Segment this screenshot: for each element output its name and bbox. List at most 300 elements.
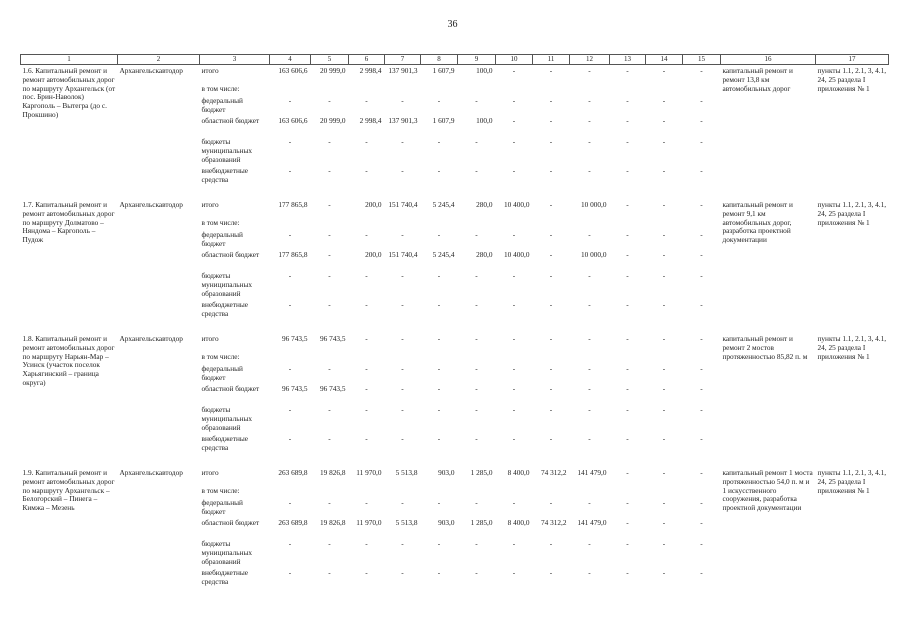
funding-value: -: [512, 66, 516, 75]
funding-value: -: [626, 334, 629, 343]
funding-value: [311, 215, 349, 231]
funding-value: 200,0: [365, 251, 382, 259]
funding-value: 137 901,3: [388, 66, 418, 75]
funding-value: -: [700, 365, 703, 373]
funding-value: -: [401, 365, 404, 373]
funding-value: -: [475, 138, 478, 146]
column-number-10: 10: [496, 55, 533, 65]
funding-value: -: [401, 540, 404, 548]
funding-value: 5 513,8: [395, 468, 418, 477]
funding-value: [349, 349, 385, 365]
funding-value: -: [288, 569, 292, 577]
funding-value: -: [626, 138, 629, 146]
column-number-15: 15: [683, 55, 721, 65]
funding-value: -: [328, 231, 331, 239]
funding-value: -: [626, 200, 629, 209]
funding-value: -: [401, 334, 404, 343]
column-number-5: 5: [311, 55, 349, 65]
funding-value: -: [328, 569, 331, 577]
funding-value: 11 970,0: [356, 468, 382, 477]
funding-value: [385, 483, 421, 499]
funding-value: [646, 215, 683, 231]
funding-value: -: [328, 97, 331, 105]
funding-value: [496, 483, 533, 499]
funding-value: [349, 215, 385, 231]
column-number-8: 8: [421, 55, 458, 65]
funding-value: -: [365, 272, 368, 280]
program-table: [20, 54, 889, 601]
funding-value: -: [365, 167, 368, 175]
funding-value: -: [288, 365, 292, 373]
funding-value: -: [700, 251, 703, 259]
funding-value: -: [588, 406, 591, 414]
funding-value: -: [588, 66, 591, 75]
funding-value: [610, 81, 646, 97]
funding-value: -: [401, 167, 404, 175]
funding-value: -: [288, 499, 292, 507]
funding-value: -: [475, 365, 478, 373]
funding-value: -: [549, 231, 553, 239]
funding-value: -: [365, 435, 368, 443]
funding-value: 1 285,0: [470, 519, 493, 527]
funding-value: -: [401, 499, 404, 507]
funding-value: -: [512, 435, 516, 443]
funding-value: -: [475, 97, 478, 105]
funding-value: -: [626, 231, 629, 239]
funding-value: [270, 483, 311, 499]
funding-value: -: [700, 301, 703, 309]
funding-value: -: [700, 272, 703, 280]
funding-value: -: [328, 406, 331, 414]
funding-source-label: областной бюджет: [201, 385, 260, 393]
funding-source-label: областной бюджет: [201, 117, 260, 125]
funding-value: -: [365, 97, 368, 105]
funding-value: 903,0: [438, 468, 455, 477]
funding-value: [421, 215, 458, 231]
funding-value: -: [328, 272, 331, 280]
funding-value: -: [512, 97, 516, 105]
table-row: [21, 467, 889, 483]
funding-value: -: [700, 138, 703, 146]
funding-value: -: [662, 385, 666, 393]
funding-value: 100,0: [476, 117, 493, 125]
funding-value: -: [549, 540, 553, 548]
funding-value: 100,0: [476, 66, 493, 75]
funding-value: -: [288, 231, 292, 239]
funding-value: -: [475, 385, 478, 393]
funding-value: -: [700, 231, 703, 239]
funding-value: [646, 483, 683, 499]
funding-value: -: [626, 251, 629, 259]
funding-value: [385, 349, 421, 365]
funding-value: -: [549, 200, 553, 209]
funding-value: -: [365, 406, 368, 414]
funding-value: -: [328, 167, 331, 175]
funding-value: 19 826,8: [319, 519, 346, 527]
funding-source-label: федеральный бюджет: [201, 499, 243, 516]
funding-value: [533, 349, 570, 365]
funding-value: -: [512, 231, 516, 239]
funding-value: -: [512, 167, 516, 175]
funding-value: 177 865,8: [278, 251, 308, 259]
funding-value: [533, 215, 570, 231]
funding-value: 177 865,8: [278, 200, 308, 209]
funding-value: -: [700, 66, 703, 75]
funding-value: -: [662, 406, 666, 414]
funding-value: -: [662, 97, 666, 105]
funding-value: -: [512, 365, 516, 373]
funding-value: -: [662, 272, 666, 280]
column-number-header: [21, 55, 889, 65]
funding-value: [683, 483, 721, 499]
measure-description: 1.7. Капитальный ремонт и ремонт автомобильных дорог по маршруту Долматово – Няндома – Каргополь – Пудож: [22, 200, 115, 244]
funding-value: [349, 81, 385, 97]
funding-value: -: [588, 499, 591, 507]
funding-value: -: [588, 272, 591, 280]
funding-value: -: [662, 251, 666, 259]
funding-value: -: [662, 569, 666, 577]
measure-description: 1.8. Капитальный ремонт и ремонт автомобильных дорог по маршруту Нарьян-Мар – Усинск (участок поселок Харьягинский – граница округа): [22, 334, 115, 387]
funding-value: -: [512, 385, 516, 393]
funding-value: -: [588, 97, 591, 105]
funding-value: -: [588, 540, 591, 548]
measure-description: 1.6. Капитальный ремонт и ремонт автомобильных дорог по маршруту Архангельск (от пос. Брин-Наволок) Каргополь – Вытегра (до с. Прокшино): [22, 66, 116, 119]
funding-value: [683, 349, 721, 365]
funding-value: [311, 349, 349, 365]
funding-value: [421, 349, 458, 365]
funding-value: 5 513,8: [395, 519, 418, 527]
funding-value: 10 400,0: [503, 200, 530, 209]
funding-value: -: [588, 138, 591, 146]
funding-value: -: [512, 334, 516, 343]
funding-value: [570, 349, 610, 365]
column-number-17: 17: [816, 55, 889, 65]
funding-value: -: [401, 138, 404, 146]
funding-source-label: внебюджетные средства: [201, 569, 249, 586]
funding-value: -: [549, 499, 553, 507]
funding-value: -: [512, 301, 516, 309]
table-row: [21, 65, 889, 82]
funding-value: -: [475, 167, 478, 175]
funding-value: -: [549, 435, 553, 443]
funding-value: -: [700, 569, 703, 577]
funding-value: -: [512, 540, 516, 548]
funding-value: -: [328, 435, 331, 443]
funding-value: 96 743,5: [281, 385, 308, 393]
funding-value: -: [626, 540, 629, 548]
funding-value: 903,0: [438, 519, 455, 527]
funding-value: 1 607,9: [432, 66, 455, 75]
funding-value: -: [401, 272, 404, 280]
funding-source-label: областной бюджет: [201, 519, 260, 527]
funding-value: -: [437, 167, 441, 175]
funding-value: -: [328, 499, 331, 507]
expected-result: капитальный ремонт и ремонт 9,1 км автомобильных дорог, разработка проектной документации: [722, 200, 793, 244]
funding-value: 96 743,5: [281, 334, 308, 343]
funding-value: 263 689,8: [278, 519, 308, 527]
funding-value: -: [365, 334, 368, 343]
funding-source-label: в том числе:: [201, 83, 240, 93]
funding-value: -: [700, 385, 703, 393]
funding-source-label: внебюджетные средства: [201, 301, 249, 318]
funding-source-label: бюджеты муниципальных образований: [201, 138, 253, 164]
funding-value: -: [437, 138, 441, 146]
funding-value: 20 999,0: [319, 117, 346, 125]
funding-value: 2 998,4: [359, 117, 382, 125]
funding-value: 137 901,3: [388, 117, 418, 125]
funding-value: -: [437, 540, 441, 548]
funding-value: -: [328, 251, 331, 259]
page-number: 36: [447, 19, 458, 30]
table-row: [21, 199, 889, 215]
funding-value: 10 000,0: [580, 251, 607, 259]
funding-value: -: [437, 569, 441, 577]
funding-source-label: в том числе:: [201, 485, 240, 495]
funding-value: -: [365, 138, 368, 146]
funding-source-label: внебюджетные средства: [201, 167, 249, 184]
funding-value: -: [626, 272, 629, 280]
funding-value: -: [288, 272, 292, 280]
funding-value: -: [437, 365, 441, 373]
funding-value: 141 479,0: [577, 519, 607, 527]
funding-value: -: [662, 435, 666, 443]
funding-value: -: [588, 435, 591, 443]
funding-value: 96 743,5: [319, 385, 346, 393]
funding-value: -: [626, 117, 629, 125]
funding-source-label: итого: [201, 66, 219, 75]
funding-source-label: итого: [201, 334, 219, 343]
funding-value: [311, 81, 349, 97]
funding-value: -: [401, 406, 404, 414]
funding-value: [610, 483, 646, 499]
funding-value: [458, 215, 496, 231]
executor: Архангельскавтодор: [119, 334, 183, 343]
funding-value: [385, 81, 421, 97]
expected-result: капитальный ремонт и ремонт 2 мостов протяженностью 85,82 п. м: [722, 334, 808, 361]
funding-value: -: [475, 334, 478, 343]
funding-value: -: [401, 385, 404, 393]
funding-value: -: [588, 385, 591, 393]
funding-value: [496, 81, 533, 97]
executor: Архангельскавтодор: [119, 200, 183, 209]
funding-value: -: [365, 385, 368, 393]
funding-value: [610, 349, 646, 365]
indicator-reference: пункты 1.1, 2.1, 3, 4.1, 24, 25 раздела I приложения № 1: [817, 66, 887, 93]
funding-value: -: [588, 231, 591, 239]
funding-value: 200,0: [365, 200, 382, 209]
funding-value: -: [288, 167, 292, 175]
expected-result: капитальный ремонт 1 моста протяженностью 54,0 п. м и 1 искусственного сооружения, разработка проектной документации: [722, 468, 813, 512]
funding-value: -: [549, 97, 553, 105]
funding-value: -: [475, 499, 478, 507]
funding-value: [570, 215, 610, 231]
funding-source-label: в том числе:: [201, 351, 240, 361]
funding-value: -: [401, 97, 404, 105]
funding-value: 280,0: [476, 251, 493, 259]
funding-value: -: [549, 301, 553, 309]
funding-value: 8 400,0: [507, 468, 530, 477]
funding-value: -: [588, 117, 591, 125]
funding-value: -: [700, 519, 703, 527]
funding-value: [270, 215, 311, 231]
funding-value: -: [475, 435, 478, 443]
funding-source-label: внебюджетные средства: [201, 435, 249, 452]
funding-value: [458, 81, 496, 97]
expected-result: капитальный ремонт и ремонт 13,8 км автомобильных дорог: [722, 66, 793, 93]
funding-value: -: [588, 334, 591, 343]
funding-value: -: [700, 200, 703, 209]
funding-value: 2 998,4: [359, 66, 382, 75]
funding-value: -: [288, 540, 292, 548]
funding-value: -: [626, 97, 629, 105]
funding-value: -: [437, 385, 441, 393]
funding-value: 263 689,8: [278, 468, 308, 477]
funding-value: [421, 81, 458, 97]
funding-value: -: [288, 301, 292, 309]
funding-value: -: [700, 540, 703, 548]
funding-value: [458, 349, 496, 365]
funding-value: -: [662, 231, 666, 239]
funding-value: -: [437, 272, 441, 280]
funding-value: -: [626, 301, 629, 309]
funding-value: 163 606,6: [278, 66, 308, 75]
funding-source-label: федеральный бюджет: [201, 231, 243, 248]
funding-value: -: [401, 301, 404, 309]
funding-value: -: [328, 365, 331, 373]
funding-value: [683, 81, 721, 97]
funding-source-label: бюджеты муниципальных образований: [201, 540, 253, 566]
column-number-14: 14: [646, 55, 683, 65]
funding-value: -: [662, 499, 666, 507]
funding-value: -: [512, 272, 516, 280]
funding-value: -: [700, 435, 703, 443]
funding-value: [533, 483, 570, 499]
funding-value: -: [549, 365, 553, 373]
funding-value: -: [549, 272, 553, 280]
funding-value: -: [475, 406, 478, 414]
funding-source-label: бюджеты муниципальных образований: [201, 272, 253, 298]
funding-value: -: [549, 117, 553, 125]
funding-value: -: [662, 468, 666, 477]
column-number-4: 4: [270, 55, 311, 65]
funding-value: -: [437, 334, 441, 343]
funding-value: -: [626, 167, 629, 175]
funding-value: -: [549, 167, 553, 175]
column-number-9: 9: [458, 55, 496, 65]
funding-value: -: [288, 406, 292, 414]
funding-value: -: [626, 468, 629, 477]
funding-value: -: [288, 435, 292, 443]
column-number-2: 2: [118, 55, 200, 65]
funding-value: -: [328, 200, 331, 209]
funding-value: -: [700, 334, 703, 343]
funding-value: -: [365, 231, 368, 239]
funding-value: -: [328, 301, 331, 309]
funding-value: -: [626, 66, 629, 75]
indicator-reference: пункты 1.1, 2.1, 3, 4.1, 24, 25 раздела I приложения № 1: [817, 200, 887, 227]
funding-value: -: [475, 231, 478, 239]
funding-value: [385, 215, 421, 231]
funding-value: -: [401, 569, 404, 577]
funding-value: [646, 349, 683, 365]
funding-value: -: [662, 200, 666, 209]
executor: Архангельскавтодор: [119, 66, 183, 75]
funding-value: 1 285,0: [470, 468, 493, 477]
funding-source-label: итого: [201, 468, 219, 477]
funding-value: -: [588, 167, 591, 175]
measure-description: 1.9. Капитальный ремонт и ремонт автомобильных дорог по маршруту Архангельск – Белогорский – Пинега – Кимжа – Мезень: [22, 468, 115, 512]
funding-value: -: [626, 499, 629, 507]
funding-value: [270, 349, 311, 365]
funding-source-label: в том числе:: [201, 217, 240, 227]
funding-value: -: [549, 66, 553, 75]
indicator-reference: пункты 1.1, 2.1, 3, 4.1, 24, 25 раздела I приложения № 1: [817, 468, 887, 495]
funding-value: -: [365, 540, 368, 548]
funding-value: -: [626, 365, 629, 373]
table-body: [21, 65, 889, 602]
funding-value: [270, 81, 311, 97]
funding-value: -: [662, 519, 666, 527]
funding-value: -: [626, 435, 629, 443]
funding-value: -: [700, 499, 703, 507]
funding-value: [349, 483, 385, 499]
funding-value: [496, 349, 533, 365]
funding-value: [496, 215, 533, 231]
funding-value: -: [475, 569, 478, 577]
funding-value: -: [662, 365, 666, 373]
funding-value: -: [288, 97, 292, 105]
indicator-reference: пункты 1.1, 2.1, 3, 4.1, 24, 25 раздела I приложения № 1: [817, 334, 887, 361]
funding-value: 5 245,4: [432, 251, 455, 259]
funding-value: -: [512, 138, 516, 146]
funding-value: -: [475, 272, 478, 280]
funding-value: 20 999,0: [319, 66, 346, 75]
funding-source-label: итого: [201, 200, 219, 209]
funding-value: -: [662, 117, 666, 125]
funding-value: -: [662, 66, 666, 75]
table-row: [21, 333, 889, 349]
funding-value: -: [588, 365, 591, 373]
funding-value: -: [662, 301, 666, 309]
funding-value: 8 400,0: [507, 519, 530, 527]
funding-value: -: [626, 519, 629, 527]
funding-source-label: федеральный бюджет: [201, 97, 243, 114]
funding-value: [570, 483, 610, 499]
funding-value: -: [328, 138, 331, 146]
funding-value: -: [588, 301, 591, 309]
funding-value: -: [437, 499, 441, 507]
funding-value: -: [626, 385, 629, 393]
column-number-3: 3: [200, 55, 270, 65]
funding-value: -: [512, 406, 516, 414]
funding-value: [570, 81, 610, 97]
funding-value: -: [662, 167, 666, 175]
column-number-row: [21, 55, 889, 65]
funding-value: [421, 483, 458, 499]
funding-value: -: [662, 138, 666, 146]
column-number-11: 11: [533, 55, 570, 65]
column-number-16: 16: [721, 55, 816, 65]
funding-value: 11 970,0: [356, 519, 382, 527]
funding-value: -: [549, 138, 553, 146]
column-number-12: 12: [570, 55, 610, 65]
funding-value: -: [512, 569, 516, 577]
funding-value: -: [700, 97, 703, 105]
column-number-7: 7: [385, 55, 421, 65]
funding-value: 5 245,4: [432, 200, 455, 209]
funding-value: -: [700, 468, 703, 477]
funding-value: -: [401, 231, 404, 239]
